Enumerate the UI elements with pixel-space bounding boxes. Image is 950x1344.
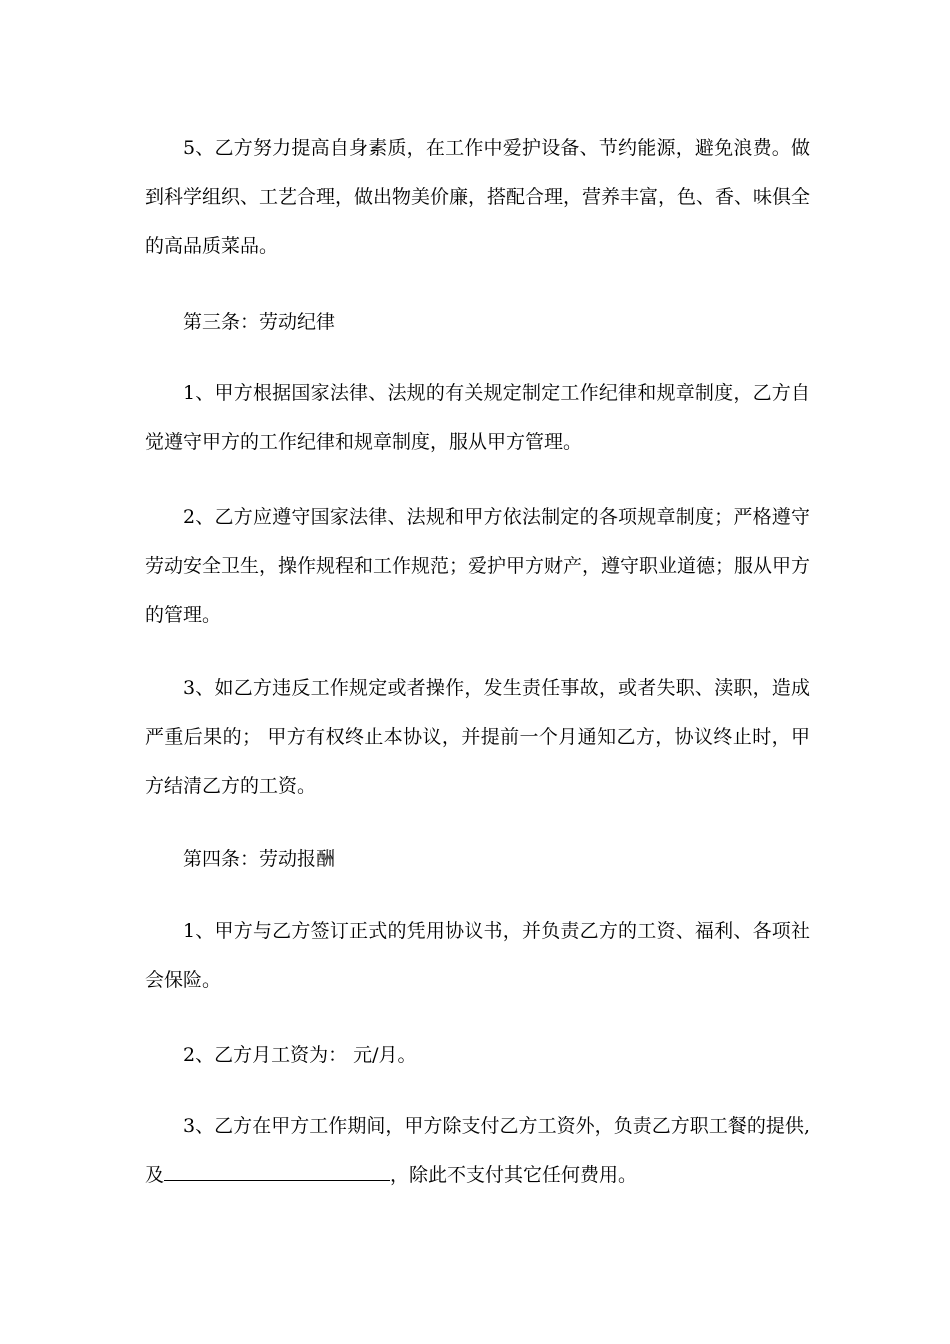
article-4-heading: 第四条：劳动报酬 — [183, 848, 336, 870]
article-4-item-2: 2、乙方月工资为： 元/月。 — [183, 1044, 417, 1066]
article-3-item-1: 1、甲方根据国家法律、法规的有关规定制定工作纪律和规章制度，乙方自觉遵守甲方的工作纪律和规章制度，服从甲方管理。 — [145, 382, 810, 453]
article-4-item-1: 1、甲方与乙方签订正式的凭用协议书，并负责乙方的工资、福利、各项社会保险。 — [145, 920, 810, 991]
article-4-item-3-text-a: 3、乙方在甲方工作期间，甲方除支付乙方工资外，负责乙方职工餐的提供,及 — [145, 1115, 810, 1186]
article-3-item-2: 2、乙方应遵守国家法律、法规和甲方依法制定的各项规章制度；严格遵守劳动安全卫生，操作规程和工作规范；爱护甲方财产，遵守职业道德；服从甲方的管理。 — [145, 506, 811, 626]
article-4-item-3-text-b: ，除此不支付其它任何费用。 — [390, 1164, 638, 1186]
article-4-item-3 — [145, 1102, 810, 1200]
fill-in-blank-line[interactable] — [164, 1162, 390, 1181]
article-3-item-3: 3、如乙方违反工作规定或者操作，发生责任事故，或者失职、渎职，造成严重后果的； 甲方有权终止本协议，并提前一个月通知乙方，协议终止时，甲方结清乙方的工资。 — [145, 677, 810, 797]
clause-item-5: 5、乙方努力提高自身素质，在工作中爱护设备、节约能源，避免浪费。做到科学组织、工艺合理，做出物美价廉，搭配合理，营养丰富，色、香、味俱全的高品质菜品。 — [145, 137, 811, 257]
article-3-heading: 第三条：劳动纪律 — [183, 311, 336, 333]
